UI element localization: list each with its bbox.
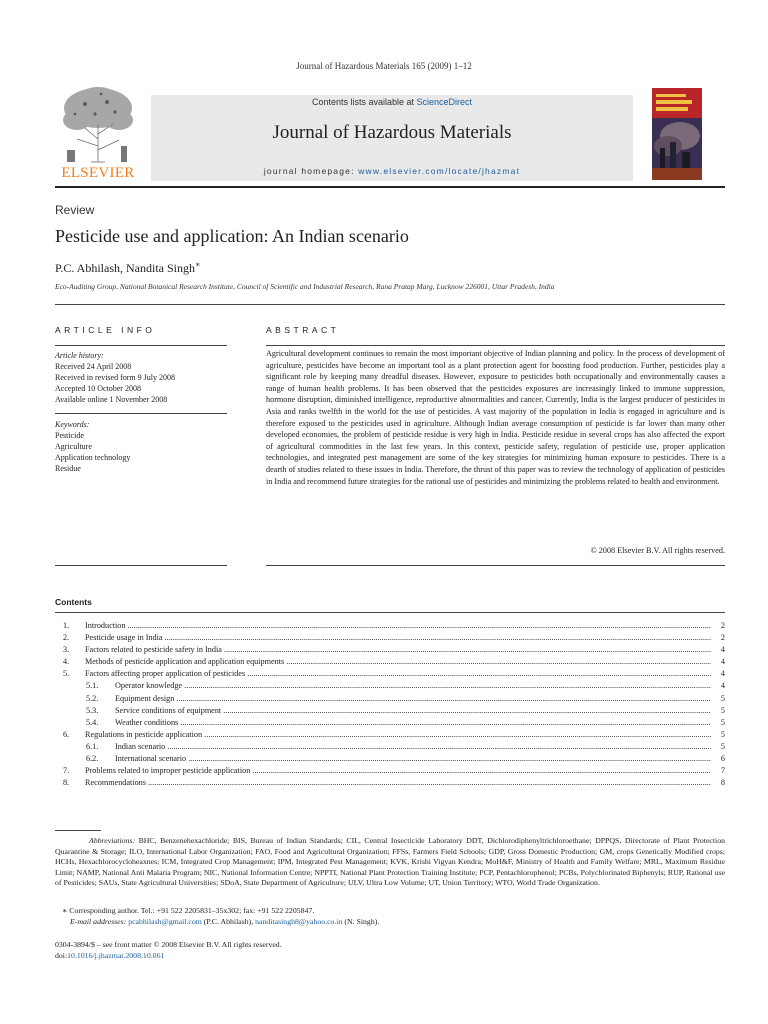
contents-availability [151, 97, 633, 107]
toc-entry-title: International scenario ..... [115, 753, 711, 765]
corresponding-author-mark[interactable]: ∗ [195, 260, 201, 269]
history-item: Available online 1 November 2008 [55, 395, 168, 404]
toc-entry[interactable] [55, 644, 725, 656]
author-list [55, 260, 200, 276]
toc-entry-page: 8 [720, 778, 725, 788]
toc-entry-title: Equipment design ..... [115, 693, 711, 705]
toc-entry[interactable] [55, 765, 725, 777]
toc-entry-page: 2 [720, 621, 725, 630]
toc-entry-page: 4 [720, 645, 725, 655]
article-info-top-rule [55, 345, 227, 346]
toc-entry[interactable] [55, 705, 725, 717]
abstract-top-rule [266, 345, 725, 346]
toc-entry[interactable] [55, 632, 725, 644]
toc-entry-number: 1. [63, 621, 70, 630]
toc-entry-number: 8. [63, 778, 70, 788]
toc-entry-number: 7. [63, 766, 70, 776]
elsevier-wordmark: ELSEVIER [61, 165, 135, 181]
journal-citation: Journal of Hazardous Materials 165 (2009) 1–12 [296, 61, 472, 71]
toc-entry-title: Introduction ..... [85, 620, 711, 632]
keyword-item: Application technology [55, 453, 131, 462]
keywords [55, 419, 227, 474]
toc-entry-page: 2 [720, 633, 725, 643]
toc-entry-page: 6 [720, 754, 725, 764]
toc-entry-number: 6.2. [86, 754, 99, 764]
toc-entry-title: Methods of pesticide application and application equipments ..... [85, 656, 711, 668]
toc-entry-title: Recommendations ..... [85, 777, 711, 789]
toc-entry-number: 5. [63, 669, 70, 679]
journal-banner [151, 95, 633, 181]
toc-entry-title: Operator knowledge ..... [115, 680, 711, 692]
toc-entry-title: Factors related to pesticide safety in India ..... [85, 644, 711, 656]
history-divider [55, 413, 227, 414]
journal-title: Journal of Hazardous Materials [272, 122, 512, 143]
toc-entry-title: Factors affecting proper application of pesticides ..... [85, 668, 711, 680]
article-info-heading: ARTICLE INFO [55, 325, 156, 335]
toc-entry-number: 6. [63, 729, 70, 739]
article-type: Review [55, 203, 95, 217]
email-link-abhilash[interactable]: pcabhilash@gmail.com [128, 916, 202, 926]
toc-entry-number: 5.2. [86, 693, 99, 703]
article-info-bottom-rule [55, 565, 227, 566]
abstract-text: Agricultural development continues to remain the most important objective of Indian planning and policy. In the process of development of agriculture, pesticides have become an important tool as a plant protection agent for boosting food production. Further, pesticides play a significant role by keeping many dreadful diseases. However, exposure to pesticides both occupationally and environmentally causes a range of human health problems. It has been observed that the pesticides exposures are increasingly linked to immune suppression, hormone disruption, diminished intelligence, reproductive abnormalities and cancer. Currently, India is the largest producer of pesticides in Asia and ranks twelfth in the world for the use of pesticides. A vast majority of the population in India is engaged in agriculture and is therefore exposed to the pesticides used in agriculture. Although Indian average consumption of pesticide is far lower than many other developed economies, the problem of pesticide residue is very high in India. Pesticide residue in several crops has also affected the export of agricultural commodities in the last few years. In this context, pesticide safety, regulation of pesticide use, proper application technologies, and integrated pest management are some of the key strategies for minimizing human exposure to pesticides. There is a dearth of studies related to these issues in India. Therefore, the thrust of this paper was to review the technology of application of pesticides in India and recommend future strategies for the rational use of pesticides and minimizing the problems related to health and environment. [266, 349, 725, 486]
toc-entry[interactable] [55, 741, 725, 753]
toc-entry[interactable] [55, 777, 725, 789]
email-owner-singh: (N. Singh). [342, 916, 380, 926]
toc-entry[interactable] [55, 753, 725, 765]
history-item: Received in revised form 9 July 2008 [55, 373, 175, 382]
article-history [55, 350, 227, 405]
doi-line [55, 951, 282, 962]
toc-entry[interactable] [55, 693, 725, 705]
tree-icon [55, 84, 141, 164]
toc-entry[interactable] [55, 680, 725, 692]
toc-entry-number: 2. [63, 633, 70, 643]
history-item: Received 24 April 2008 [55, 362, 132, 371]
authors-names: P.C. Abhilash, Nandita Singh [55, 261, 196, 275]
elsevier-logo[interactable] [55, 84, 147, 182]
toc-entry-number: 3. [63, 645, 70, 655]
contents-heading: Contents [55, 597, 92, 607]
keywords-label: Keywords: [55, 420, 90, 429]
toc-entry-number: 5.4. [86, 717, 99, 727]
abstract-heading: ABSTRACT [266, 325, 340, 335]
toc-entry-number: 5.1. [86, 681, 99, 691]
email-owner-abhilash: (P.C. Abhilash), [201, 916, 256, 926]
toc-entry-title: Service conditions of equipment ..... [115, 705, 711, 717]
article-history-label: Article history: [55, 351, 104, 360]
toc-entry[interactable] [55, 656, 725, 668]
doi-link[interactable]: 10.1016/j.jhazmat.2008.10.061 [67, 950, 165, 960]
toc-entry-page: 4 [720, 657, 725, 667]
email-addresses [62, 917, 722, 928]
email-label: E-mail addresses: [70, 916, 127, 926]
toc-entry-page: 4 [720, 681, 725, 691]
keyword-item: Pesticide [55, 431, 84, 440]
corresponding-author-contact: ∗ Corresponding author. Tel.: +91 522 2205831–35x302; fax: +91 522 2205847. [62, 906, 315, 915]
abstract-bottom-rule [266, 565, 725, 566]
toc-entry[interactable] [55, 620, 725, 632]
toc-entry-title: Pesticide usage in India ..... [85, 632, 711, 644]
journal-header [55, 84, 725, 182]
toc-entry-page: 4 [720, 669, 725, 679]
abbreviations-text: BHC, Benzenehexachloride; BIS, Bureau of Indian Standards; CIL, Central Insecticide Laboratory DDT, Dichlorodiphenyltrichloroethane; DPPQS, Directorate of Plant Protection Quarantine & Storage; ILO, International Labor Organization; FAO, Food and Agricultural Organization; FFSs, Farmers Field Schools; GDP, Gross Domestic Production; GM, crops Genetically Modified crops; HCHs, Hexachlorocycloheaxnes; ICM, Integrated Crop Management; IPM, Integrated Pest Management; KVK, Krishi Vigyan Kendra; MoH&F, Ministry of Health and Family Welfare; MRL, Maximum Residue Limit; NAMP, National Anti Malaria Program; NIC, National Information Centre; NPPTI, National Plant Protection Training Institute; PCP, Pentachlorophenol; PCBs, Polychlorinated Biphenyls; RUP, Rational use of Pesticides; SAUs, State Agricultural Universities; SDoA, State Department of Agriculture; ULV, Ultra Low Volume; UT, Union Territory; WTO, World Trade Organization. [55, 836, 725, 887]
toc-entry-page: 7 [720, 766, 725, 776]
doi-prefix: doi: [55, 950, 68, 960]
contents-prefix: Contents lists available at [311, 97, 417, 107]
toc-entry-title: Weather conditions ..... [115, 717, 711, 729]
toc-entry[interactable] [55, 729, 725, 741]
toc-entry-page: 5 [720, 705, 725, 715]
keyword-item: Residue [55, 464, 81, 473]
contents-divider [55, 612, 725, 613]
author-affiliation: Eco-Auditing Group, National Botanical Research Institute, Council of Scientific and Industrial Research, Rana Pratap Marg, Lucknow 226001, Uttar Pradesh, India [55, 282, 555, 291]
homepage-prefix: journal homepage: [263, 166, 359, 176]
affiliation-divider [55, 304, 725, 305]
abstract-copyright: © 2008 Elsevier B.V. All rights reserved. [590, 546, 725, 555]
front-matter-info [55, 940, 282, 961]
sciencedirect-link[interactable]: ScienceDirect [416, 97, 473, 107]
toc-entry-page: 5 [720, 717, 725, 727]
article-title: Pesticide use and application: An Indian scenario [55, 226, 409, 246]
toc-entry-title: Indian scenario ..... [115, 741, 711, 753]
email-link-singh[interactable]: nanditasingh8@yahoo.co.in [255, 916, 343, 926]
corresponding-author-note [62, 906, 722, 927]
journal-homepage [151, 166, 633, 176]
abbreviations-label: Abbreviations: [89, 836, 136, 845]
abbreviations-footnote [55, 836, 725, 889]
toc-entry-title: Regulations in pesticide application ..... [85, 729, 711, 741]
toc-entry-number: 6.1. [86, 741, 99, 751]
footnote-divider [55, 830, 101, 831]
cover-image [652, 88, 702, 180]
toc-entry-number: 5.3. [86, 705, 99, 715]
issn-line: 0304-3894/$ – see front matter © 2008 Elsevier B.V. All rights reserved. [55, 940, 282, 949]
homepage-link[interactable]: www.elsevier.com/locate/jhazmat [358, 166, 521, 176]
toc-entry[interactable] [55, 668, 725, 680]
toc-entry-number: 4. [63, 657, 70, 667]
journal-cover-thumbnail[interactable] [652, 88, 702, 180]
header-divider [55, 186, 725, 188]
toc-entry-page: 5 [720, 741, 725, 751]
toc-entry-page: 5 [720, 729, 725, 739]
toc-entry-page: 5 [720, 693, 725, 703]
toc-entry-title: Problems related to improper pesticide application ..... [85, 765, 711, 777]
keyword-item: Agriculture [55, 442, 92, 451]
table-of-contents [55, 620, 725, 789]
toc-entry[interactable] [55, 717, 725, 729]
history-item: Accepted 10 October 2008 [55, 384, 141, 393]
